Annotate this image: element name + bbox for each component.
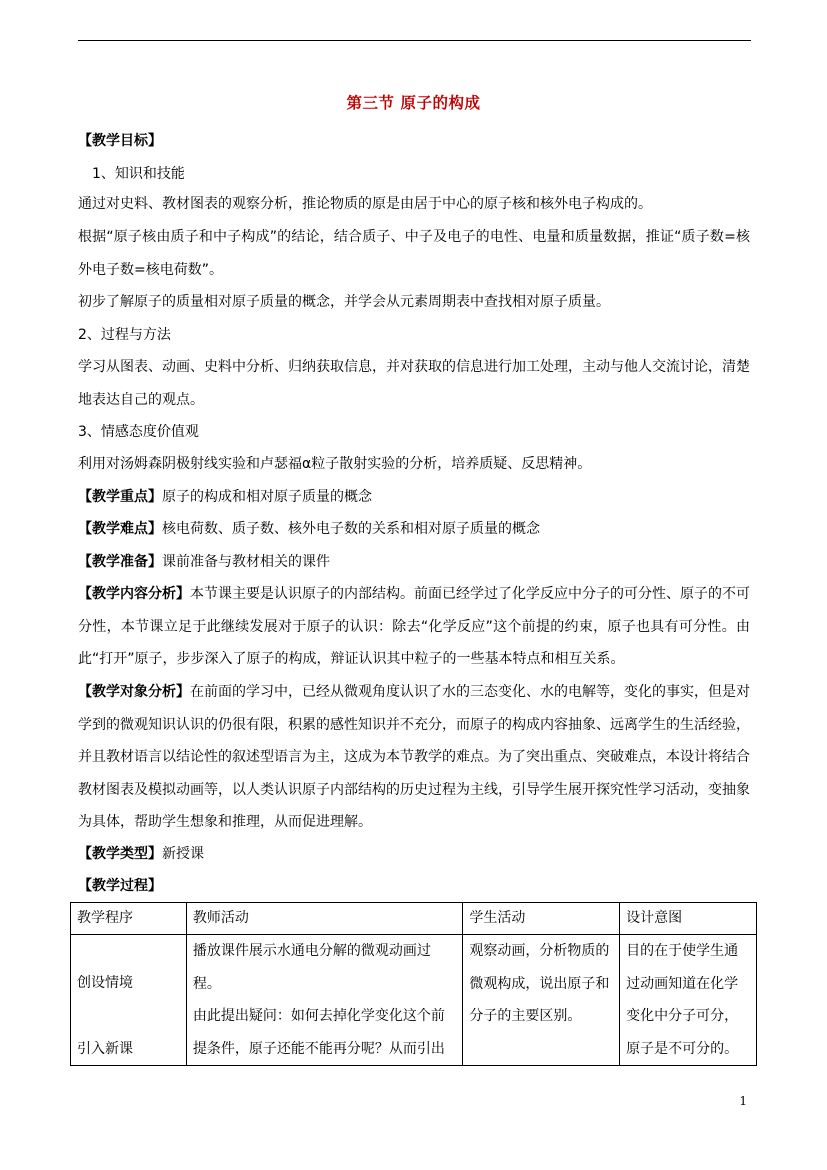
table-header-row xyxy=(71,903,757,935)
content-analysis: 【教学内容分析】本节课主要是认识原子的内部结构。前面已经学过了化学反应中分子的可分性、原子的不可分性，本节课立足于此继续发展对于原子的认识：除去“化学反应”这个前提的约束，原子也具有可分性。由此“打开”原子，步步深入了原子的构成，辩证认识其中粒子的一些基本特点和相互关系。 xyxy=(78,586,750,667)
key-points: 【教学重点】原子的构成和相对原子质量的概念 xyxy=(78,489,372,505)
goal-paragraph-4: 学习从图表、动画、史料中分析、归纳获取信息，并对获取的信息进行加工处理，主动与他人交流讨论，清楚地表达自己的观点。 xyxy=(78,359,750,408)
teacher-activity-cell xyxy=(186,935,463,1066)
difficult-points: 【教学难点】核电荷数、质子数、核外电子数的关系和相对原子质量的概念 xyxy=(78,521,540,537)
lesson-type: 【教学类型】新授课 xyxy=(78,846,204,862)
goal-paragraph-1: 通过对史料、教材图表的观察分析，推论物质的原是由居于中心的原子核和核外电子构成的。 xyxy=(78,196,652,212)
header-student-activity: 学生活动 xyxy=(463,903,620,935)
student-activity-cell: 观察动画，分析物质的微观构成，说出原子和分子的主要区别。 xyxy=(463,935,620,1066)
teaching-process-table xyxy=(70,902,757,1066)
page-number: 1 xyxy=(739,1094,747,1108)
header-rule xyxy=(78,40,751,41)
stage-label-a: 创设情境 xyxy=(77,975,133,991)
audience-analysis: 【教学对象分析】在前面的学习中，已经从微观角度认识了水的三态变化、水的电解等，变化的事实，但是对学到的微观知识认识的仍很有限，积累的感性知识并不充分，而原子的构成内容抽象、远离学生的生活经验，并且教材语言以结论性的叙述型语言为主，这成为本节教学的难点。为了突出重点、突破难点，本设计将结合教材图表及模拟动画等，以人类认识原子内部结构的历史过程为主线，引导学生展开探究性学习活动，变抽象为具体，帮助学生想象和推理，从而促进理解。 xyxy=(78,684,750,830)
section-heading-goals: 【教学目标】 xyxy=(78,133,162,149)
goal-paragraph-5: 利用对汤姆森阴极射线实验和卢瑟福α粒子散射实验的分析，培养质疑、反思精神。 xyxy=(78,456,592,472)
table-row xyxy=(71,935,757,1066)
stage-label-b: 引入新课 xyxy=(77,1040,133,1057)
teacher-activity-2: 由此提出疑问：如何去掉化学变化这个前提条件，原子还能不能再分呢？从而引出 xyxy=(192,1008,445,1057)
stage-cell xyxy=(71,935,187,1066)
subheading-knowledge: 1、知识和技能 xyxy=(92,166,185,182)
header-stage: 教学程序 xyxy=(71,903,187,935)
process-heading: 【教学过程】 xyxy=(78,878,162,894)
goal-paragraph-3: 初步了解原子的质量相对原子质量的概念，并学会从元素周期表中查找相对原子质量。 xyxy=(78,294,610,310)
header-teacher-activity: 教师活动 xyxy=(186,903,463,935)
design-intent-cell: 目的在于使学生通过动画知道在化学变化中分子可分，原子是不可分的。 xyxy=(620,935,757,1066)
preparation: 【教学准备】课前准备与教材相关的课件 xyxy=(78,554,330,570)
goal-paragraph-2: 根据“原子核由质子和中子构成”的结论，结合质子、中子及电子的电性、电量和质量数据，推证“质子数=核外电子数=核电荷数”。 xyxy=(78,229,750,278)
page-title: 第三节 原子的构成 xyxy=(346,94,481,112)
subheading-attitude: 3、情感态度价值观 xyxy=(78,424,199,440)
subheading-process: 2、过程与方法 xyxy=(78,327,171,343)
header-design-intent: 设计意图 xyxy=(620,903,757,935)
teacher-activity-1: 播放课件展示水通电分解的微观动画过程。 xyxy=(192,943,431,992)
